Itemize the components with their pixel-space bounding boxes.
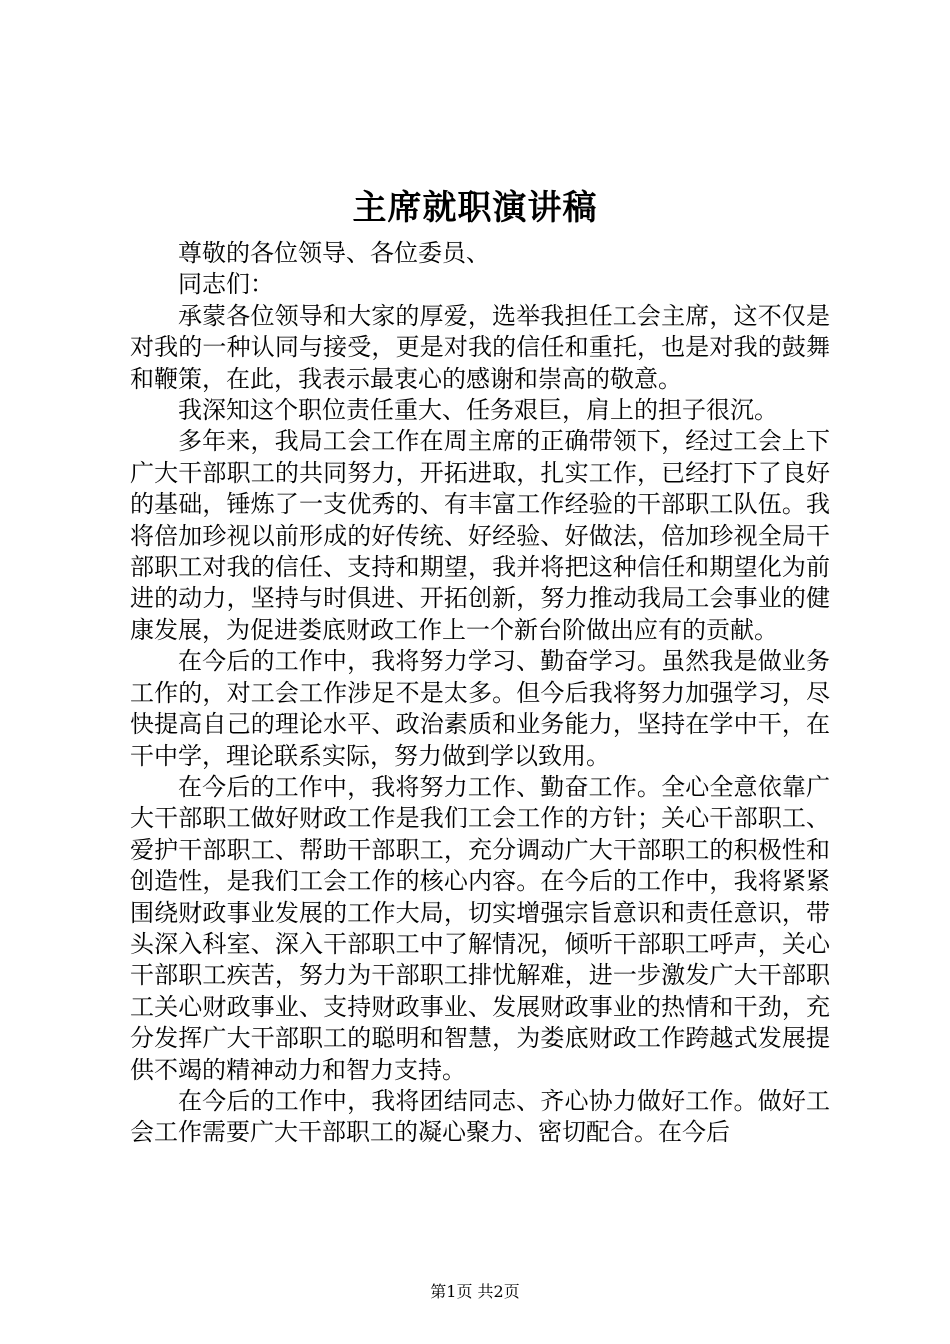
salutation-line-2: 同志们： [178, 270, 274, 299]
salutation-line-1: 尊敬的各位领导、各位委员、 [178, 239, 490, 267]
paragraph-responsibility: 我深知这个职位责任重大、任务艰巨，肩上的担子很沉。 [178, 396, 778, 425]
paragraph-work: 在今后的工作中，我将努力工作、勤奋工作。全心全意依靠广大干部职工做好财政工作是我们工会工作的方针；关心干部职工、爱护干部职工、帮助干部职工，充分调动广大干部职工的积极性和创造性，是我们工会工作的核心内容。在今后的工作中，我将紧紧围绕财政事业发展的工作大局，切实增强宗旨意识和责任意识，带头深入科室、深入干部职工中了解情况，倾听干部职工呼声，关心干部职工疾苦，努力为干部职工排忧解难，进一步激发广大干部职工关心财政事业、支持财政事业、发展财政事业的热情和干劲，充分发挥广大干部职工的聪明和智慧，为娄底财政工作跨越式发展提供不竭的精神动力和智力支持。 [130, 772, 830, 1084]
paragraph-history: 多年来，我局工会工作在周主席的正确带领下，经过工会上下广大干部职工的共同努力，开拓进取，扎实工作，已经打下了良好的基础，锤炼了一支优秀的、有丰富工作经验的干部职工队伍。我将倍加珍视以前形成的好传统、好经验、好做法，倍加珍视全局干部职工对我的信任、支持和期望，我并将把这种信任和期望化为前进的动力，坚持与时俱进、开拓创新，努力推动我局工会事业的健康发展，为促进娄底财政工作上一个新台阶做出应有的贡献。 [130, 427, 830, 644]
document-title: 主席就职演讲稿 [352, 188, 598, 228]
page-footer: 第1页 共2页 [430, 1282, 520, 1301]
paragraph-study: 在今后的工作中，我将努力学习、勤奋学习。虽然我是做业务工作的，对工会工作涉足不是太多。但今后我将努力加强学习，尽快提高自己的理论水平、政治素质和业务能力，坚持在学中干，在干中学，理论联系实际，努力做到学以致用。 [130, 647, 830, 770]
document-body [130, 238, 830, 1149]
paragraph-thanks: 承蒙各位领导和大家的厚爱，选举我担任工会主席，这不仅是对我的一种认同与接受，更是对我的信任和重托，也是对我的鼓舞和鞭策，在此，我表示最衷心的感谢和崇高的敬意。 [130, 301, 830, 393]
paragraph-unity: 在今后的工作中，我将团结同志、齐心协力做好工作。做好工会工作需要广大干部职工的凝心聚力、密切配合。在今后 [130, 1086, 830, 1147]
